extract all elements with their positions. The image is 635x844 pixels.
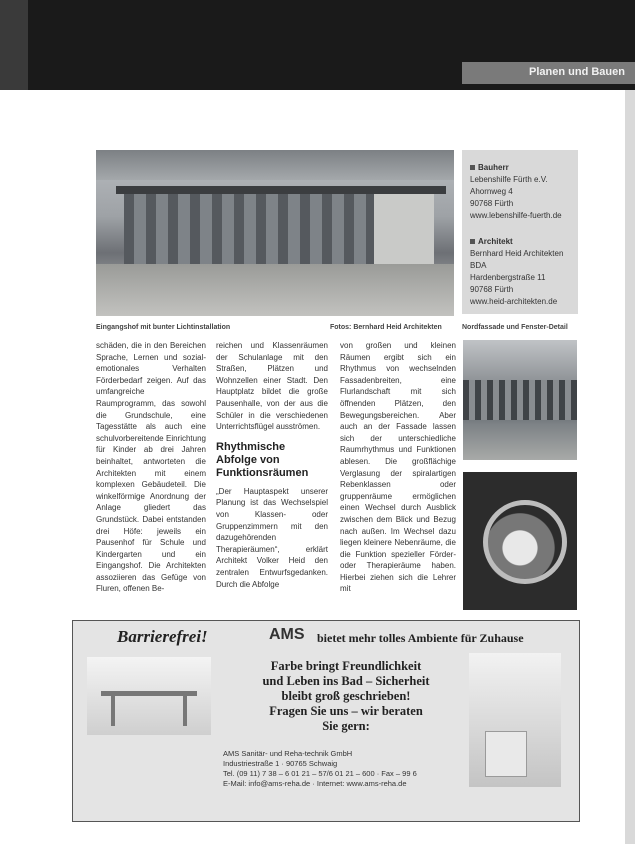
hero-photo bbox=[96, 150, 454, 316]
bathroom-photo bbox=[469, 653, 561, 787]
ad-message-line: Farbe bringt Freundlichkeit bbox=[270, 659, 422, 673]
architekt-heading: Architekt bbox=[478, 237, 513, 246]
bauherr-line: www.lebenshilfe-fuerth.de bbox=[470, 211, 562, 220]
architekt-line: www.heid-architekten.de bbox=[470, 297, 558, 306]
body-text: von großen und kleinen Räumen ergibt sich ein Rhythmus von wechselnden Fassadenbreiten, eine Flurlandschaft mit sich öffnenden Plätzen, den Bewegungsbereichen. Aber auch an der Fassade lassen sich der unterschiedliche Raumrhythmus und Funktionen ablesen. Die großflächige Verglasung der spiralartigen Rebenklassen oder gruppenräume ermöglichen einen Wechsel durch Ausblick zwischen dem Blick und Bezug nach außen. Im Wechsel dazu liegen kleinere Nebenräume, die die Funktion spezieller Förder- oder Therapieräume haben. Hierbei ziehen sich die Lehrer mit bbox=[340, 341, 456, 594]
body-text: reichen und Klassenräumen der Schulanlage mit den Straßen, Plätzen und Wohnzellen einer Stadt. Den Hauptplatz bildet die große Pausenhalle, von der aus die Schüler in die verschiedenen Unterrichtsflügel ausströmen. bbox=[216, 341, 328, 432]
ad-contact bbox=[223, 749, 417, 789]
text-column-3 bbox=[340, 340, 456, 595]
project-infobox bbox=[462, 150, 578, 314]
architekt-line: BDA bbox=[470, 261, 487, 270]
bauherr-line: Ahornweg 4 bbox=[470, 187, 513, 196]
bauherr-line: Lebenshilfe Fürth e.V. bbox=[470, 175, 548, 184]
ad-message-line: Sie gern: bbox=[322, 719, 370, 733]
ad-message-line: und Leben ins Bad – Sicherheit bbox=[262, 674, 430, 688]
ad-message bbox=[233, 659, 459, 734]
photo-credit: Fotos: Bernhard Heid Architekten bbox=[330, 324, 442, 331]
section-header bbox=[462, 62, 635, 84]
ad-headline: Barrierefrei! bbox=[117, 627, 208, 646]
ad-tagline: bietet mehr tolles Ambiente für Zuhause bbox=[317, 631, 524, 645]
section-title: Planen und Bauen bbox=[529, 66, 625, 78]
architekt-group bbox=[470, 236, 563, 308]
architekt-line: Bernhard Heid Architekten bbox=[470, 249, 564, 258]
page-edge bbox=[625, 90, 635, 844]
hero-caption: Eingangshof mit bunter Lichtinstallation bbox=[96, 324, 231, 331]
ad-message-line: Fragen Sie uns – wir beraten bbox=[269, 704, 423, 718]
advertisement bbox=[72, 620, 580, 822]
bauherr-group bbox=[470, 162, 562, 222]
subheading: Rhythmische Abfolge von Funktionsräumen bbox=[216, 440, 309, 479]
text-column-1 bbox=[96, 340, 206, 595]
contact-line: Tel. (09 11) 7 38 – 6 01 21 – 57/6 01 21 – 600 · Fax – 99 6 bbox=[223, 769, 417, 778]
bauherr-heading: Bauherr bbox=[478, 163, 509, 172]
bullet-icon bbox=[470, 239, 475, 244]
nordfassade-photo bbox=[463, 340, 577, 460]
body-text: „Der Hauptaspekt unserer Planung ist das Wechselspiel von Klassen- oder Gruppenzimmern mit den dazugehörenden Therapieräumen“, erklärt Architekt Volker Heid den zentralen Entwurfsgedanken. Durch die Abfolge bbox=[216, 486, 328, 589]
contact-line: Industriestraße 1 · 90765 Schwaig bbox=[223, 759, 338, 768]
architekt-line: Hardenbergstraße 11 bbox=[470, 273, 546, 282]
ad-message-line: bleibt groß geschrieben! bbox=[281, 689, 411, 703]
fenster-detail-photo bbox=[463, 472, 577, 610]
body-text: schäden, die in den Bereichen Sprache, Lernen und sozial-emotionales Verhalten Förderbedarf zeigen. Auf das umfangreiche Raumprogramm, das sowohl die Grundschule, eine Tagesstätte als auch eine schulvorbereitende Einrichtung für Kinder ab drei Jahren beinhaltet, antworteten die Architekten mit einem komplexen Gebäudeteil. Die winkelförmige Anordnung der Anlage gliedert das Grundstück. Dabei entstanden drei Höfe: jeweils ein Pausenhof für Schule und Kindergarten und ein Eingangshof. Die Architekten assoziieren das Gefüge von Fluren, offenen Be- bbox=[96, 341, 206, 594]
text-column-2 bbox=[216, 340, 328, 590]
architekt-line: 90768 Fürth bbox=[470, 285, 514, 294]
contact-line: AMS Sanitär- und Reha-technik GmbH bbox=[223, 749, 353, 758]
bath-handrail-photo bbox=[87, 657, 211, 735]
ams-logo: AMS bbox=[269, 626, 305, 643]
contact-line: E-Mail: info@ams-reha.de · Internet: www.ams-reha.de bbox=[223, 779, 407, 788]
bullet-icon bbox=[470, 165, 475, 170]
bauherr-line: 90768 Fürth bbox=[470, 199, 514, 208]
side-caption: Nordfassade und Fenster-Detail bbox=[462, 324, 568, 331]
